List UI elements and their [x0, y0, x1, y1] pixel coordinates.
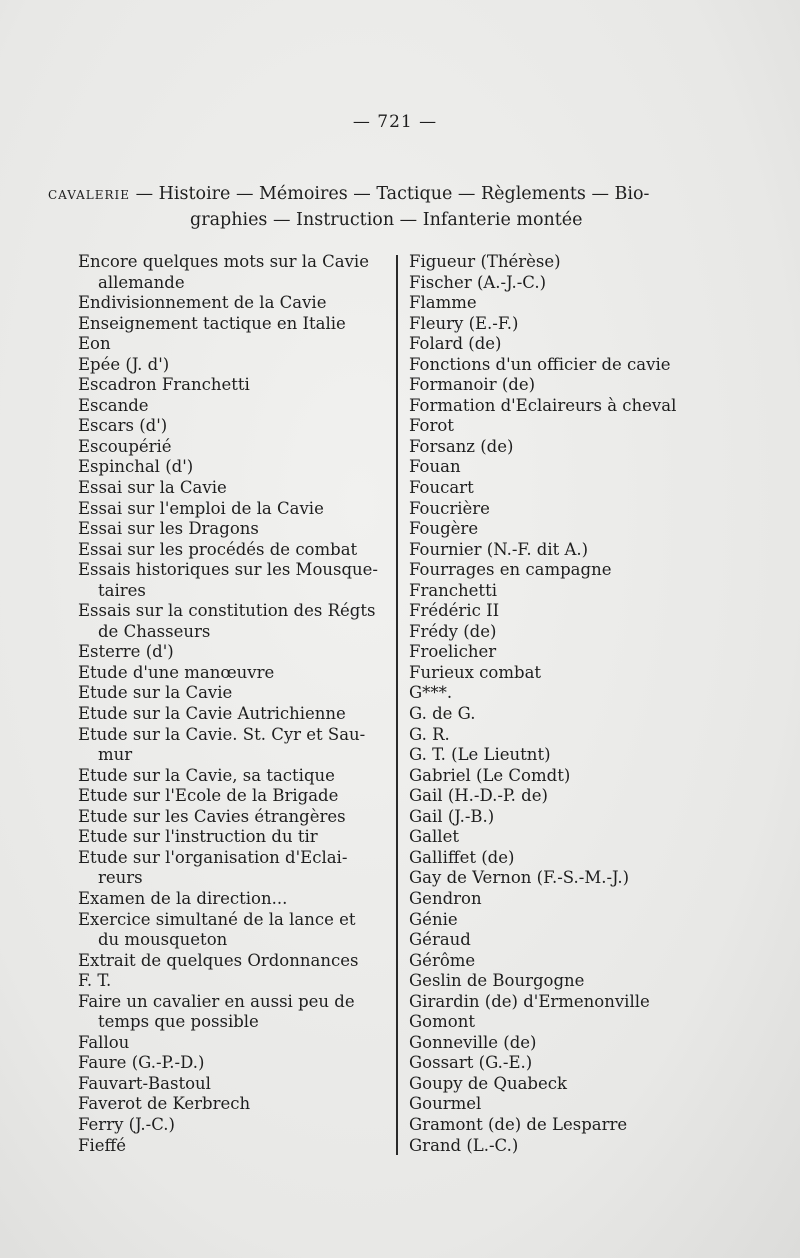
- index-entry: Girardin (de) d'Ermenonville: [409, 991, 650, 1011]
- index-entry: Etude sur les Cavies étrangères: [78, 806, 346, 826]
- heading-line-2: graphies — Instruction — Infanterie montée: [190, 210, 583, 230]
- index-entry: allemande: [98, 272, 185, 292]
- index-entry: du mousqueton: [98, 930, 228, 950]
- index-entry: Essai sur l'emploi de la Cavie: [78, 498, 324, 518]
- left-column: [78, 252, 390, 1156]
- index-entry: de Chasseurs: [98, 621, 211, 641]
- index-entry: Gomont: [409, 1012, 475, 1032]
- index-entry: Flamme: [409, 293, 477, 313]
- index-entry: Gail (H.-D.-P. de): [409, 786, 548, 806]
- index-entry: Gossart (G.-E.): [409, 1053, 533, 1073]
- index-entry: Foucart: [409, 478, 474, 498]
- index-entry: Gay de Vernon (F.-S.-M.-J.): [409, 868, 630, 888]
- index-entry: Fonctions d'un officier de cavie: [409, 354, 671, 374]
- index-entry: Gérôme: [409, 950, 476, 970]
- index-entry: Figueur (Thérèse): [409, 252, 561, 271]
- index-entry: Furieux combat: [409, 662, 542, 682]
- index-entry: Grand (L.-C.): [409, 1135, 519, 1155]
- index-entry: Formanoir (de): [409, 375, 536, 395]
- index-entry: Frédy (de): [409, 621, 497, 641]
- index-entry: Géraud: [409, 930, 471, 950]
- index-entry: Formation d'Eclaireurs à cheval: [409, 395, 677, 415]
- index-entry: Etude sur la Cavie Autrichienne: [78, 704, 346, 724]
- index-entry: Enseignement tactique en Italie: [78, 313, 346, 333]
- index-entry: Froelicher: [409, 642, 497, 662]
- index-entry: Espinchal (d'): [78, 457, 194, 477]
- heading-line-1: [48, 182, 738, 208]
- index-entry: mur: [98, 745, 133, 765]
- index-entry: G. R.: [409, 724, 450, 744]
- index-entry: Essais historiques sur les Mousque-: [78, 560, 379, 580]
- right-column: [409, 252, 729, 1156]
- index-entry: Faure (G.-P.-D.): [78, 1053, 205, 1073]
- index-entry: Essai sur la Cavie: [78, 478, 227, 498]
- index-entry: Eon: [78, 334, 111, 354]
- index-entry: F. T.: [78, 971, 112, 991]
- index-entry: Extrait de quelques Ordonnances: [78, 950, 359, 970]
- index-entry: Endivisionnement de la Cavie: [78, 293, 327, 313]
- index-entry: Escadron Franchetti: [78, 375, 250, 395]
- index-entry: Fallou: [78, 1032, 130, 1052]
- index-entry: Fournier (N.-F. dit A.): [409, 539, 589, 559]
- index-entry: Fougère: [409, 519, 479, 539]
- section-heading: [48, 182, 738, 233]
- index-entry: Etude sur l'organisation d'Eclai-: [78, 847, 348, 867]
- index-entry: Forot: [409, 416, 454, 436]
- index-entry: Galliffet (de): [409, 847, 515, 867]
- index-entry: Faire un cavalier en aussi peu de: [78, 991, 355, 1011]
- index-entry: Etude d'une manœuvre: [78, 662, 275, 682]
- index-entry: Gabriel (Le Comdt): [409, 765, 571, 785]
- index-entry: Fischer (A.-J.-C.): [409, 272, 547, 292]
- index-entry: Fauvart-Bastoul: [78, 1073, 211, 1093]
- index-entry: Essais sur la constitution des Régts: [78, 601, 376, 621]
- index-entry: Gramont (de) de Lesparre: [409, 1114, 628, 1134]
- index-entry: Escars (d'): [78, 416, 168, 436]
- index-entry: G. T. (Le Lieutnt): [409, 745, 551, 765]
- index-entry: Etude sur la Cavie: [78, 683, 233, 703]
- index-entry: Encore quelques mots sur la Cavie: [78, 252, 369, 271]
- page-number: — 721 —: [352, 112, 438, 132]
- index-entry: Génie: [409, 909, 458, 929]
- index-entry: taires: [98, 580, 146, 600]
- index-entry: Faverot de Kerbrech: [78, 1094, 251, 1114]
- index-entry: Foucrière: [409, 498, 490, 518]
- index-entry: G***.: [409, 683, 453, 703]
- heading-lead: CAVALERIE: [48, 188, 131, 202]
- index-entry: Frédéric II: [409, 601, 500, 621]
- index-entry: Essai sur les Dragons: [78, 519, 259, 539]
- index-entry: Etude sur l'Ecole de la Brigade: [78, 786, 339, 806]
- index-columns: [78, 252, 718, 1157]
- index-entry: Gallet: [409, 827, 459, 847]
- index-entry: Escoupérié: [78, 436, 172, 456]
- index-entry: Etude sur la Cavie, sa tactique: [78, 765, 335, 785]
- index-entry: temps que possible: [98, 1012, 259, 1032]
- index-entry: Gendron: [409, 888, 482, 908]
- index-entry: Gail (J.-B.): [409, 806, 495, 826]
- index-entry: Gonneville (de): [409, 1032, 537, 1052]
- index-entry: Fourrages en campagne: [409, 560, 612, 580]
- index-entry: Fouan: [409, 457, 461, 477]
- index-entry: Folard (de): [409, 334, 502, 354]
- index-entry: Exercice simultané de la lance et: [78, 909, 356, 929]
- index-entry: Geslin de Bourgogne: [409, 971, 585, 991]
- index-entry: Fieffé: [78, 1135, 126, 1155]
- index-entry: G. de G.: [409, 704, 476, 724]
- index-entry: Gourmel: [409, 1094, 482, 1114]
- index-entry: reurs: [98, 868, 143, 888]
- index-entry: Escande: [78, 395, 149, 415]
- column-divider: [396, 255, 398, 1155]
- index-entry: Etude sur la Cavie. St. Cyr et Sau-: [78, 724, 366, 744]
- index-entry: Esterre (d'): [78, 642, 174, 662]
- index-entry: Fleury (E.-F.): [409, 313, 519, 333]
- index-entry: Goupy de Quabeck: [409, 1073, 567, 1093]
- index-entry: Ferry (J.-C.): [78, 1114, 175, 1134]
- index-entry: Franchetti: [409, 580, 497, 600]
- index-entry: Forsanz (de): [409, 436, 514, 456]
- heading-line-1-rest: — Histoire — Mémoires — Tactique — Règlements — Bio-: [130, 184, 650, 204]
- index-entry: Etude sur l'instruction du tir: [78, 827, 318, 847]
- index-entry: Essai sur les procédés de combat: [78, 539, 358, 559]
- index-entry: Examen de la direction...: [78, 888, 288, 908]
- index-entry: Epée (J. d'): [78, 354, 170, 374]
